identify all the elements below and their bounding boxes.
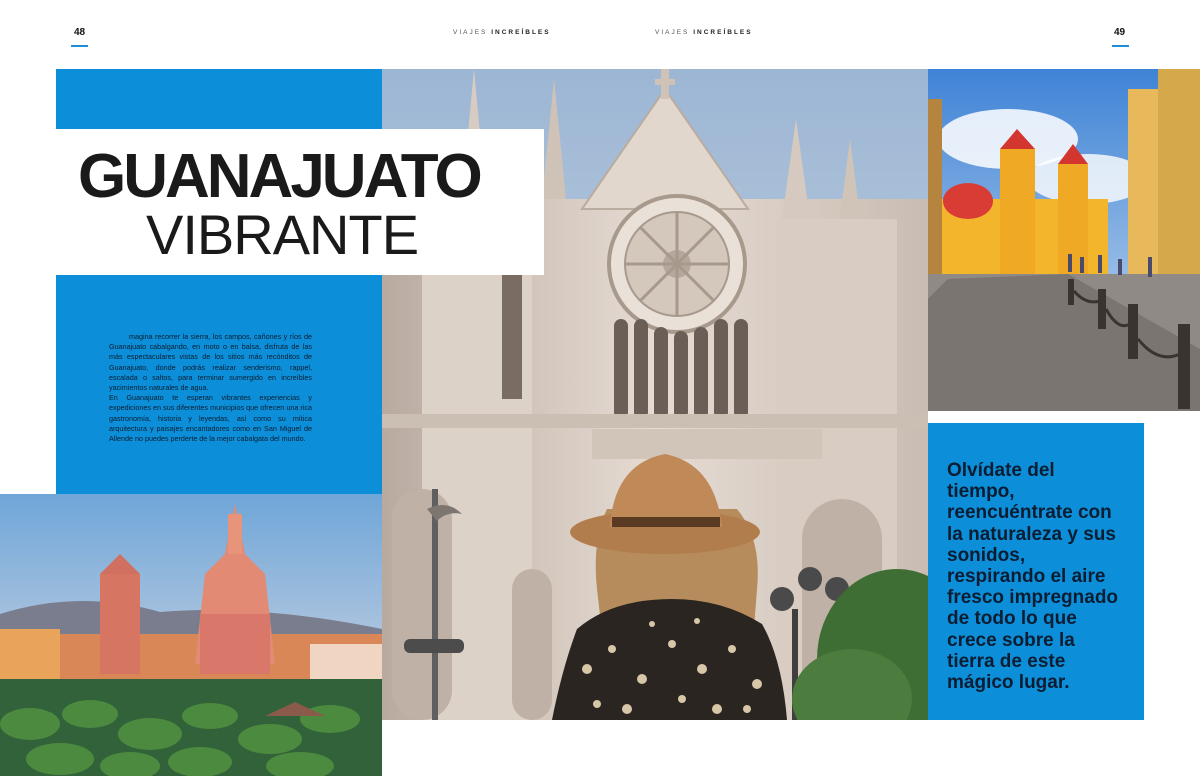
page-number-underline-left [71, 45, 88, 47]
page-number-left: 48 [74, 27, 86, 38]
title-sub: VIBRANTE [146, 203, 419, 266]
running-header-right: VIAJES INCREÍBLES [655, 29, 753, 36]
article-body [109, 332, 312, 444]
page-number-right: 49 [1114, 27, 1126, 38]
body-paragraph-1: magina recorrer la sierra, los campos, cañones y ríos de Guanajuato cabalgando, en moto o en balsa, disfruta de las más espectaculares vistas de los sitios más recónditos de Guanajuato, donde podrás realizar senderismo, rappel, escalada o saltos, para terminar sumergido en increíbles yacimientos naturales de agua. [109, 332, 312, 393]
san-miguel-parroquia-photo [0, 494, 382, 776]
page-number-underline-right [1112, 45, 1129, 47]
title-main: GUANAJUATO [78, 142, 480, 211]
basilica-street-photo [928, 69, 1200, 411]
body-paragraph-2: En Guanajuato te esperan vibrantes experiencias y expediciones en sus diferentes municipios que ofrecen una rica gastronomía, historia y leyendas, así como su mítica arquitectura y paisajes encantadores como en San Miguel de Allende no puedes perderte de la mejor cabalgata del mundo. [109, 393, 312, 444]
running-header-left: VIAJES INCREÍBLES [453, 29, 551, 36]
pull-quote: Olvídate del tiempo, reencuéntrate con la naturaleza y sus sonidos, respirando el aire fresco impregnado de todo lo que crece sobre la tierra de este mágico lugar. [947, 460, 1119, 694]
